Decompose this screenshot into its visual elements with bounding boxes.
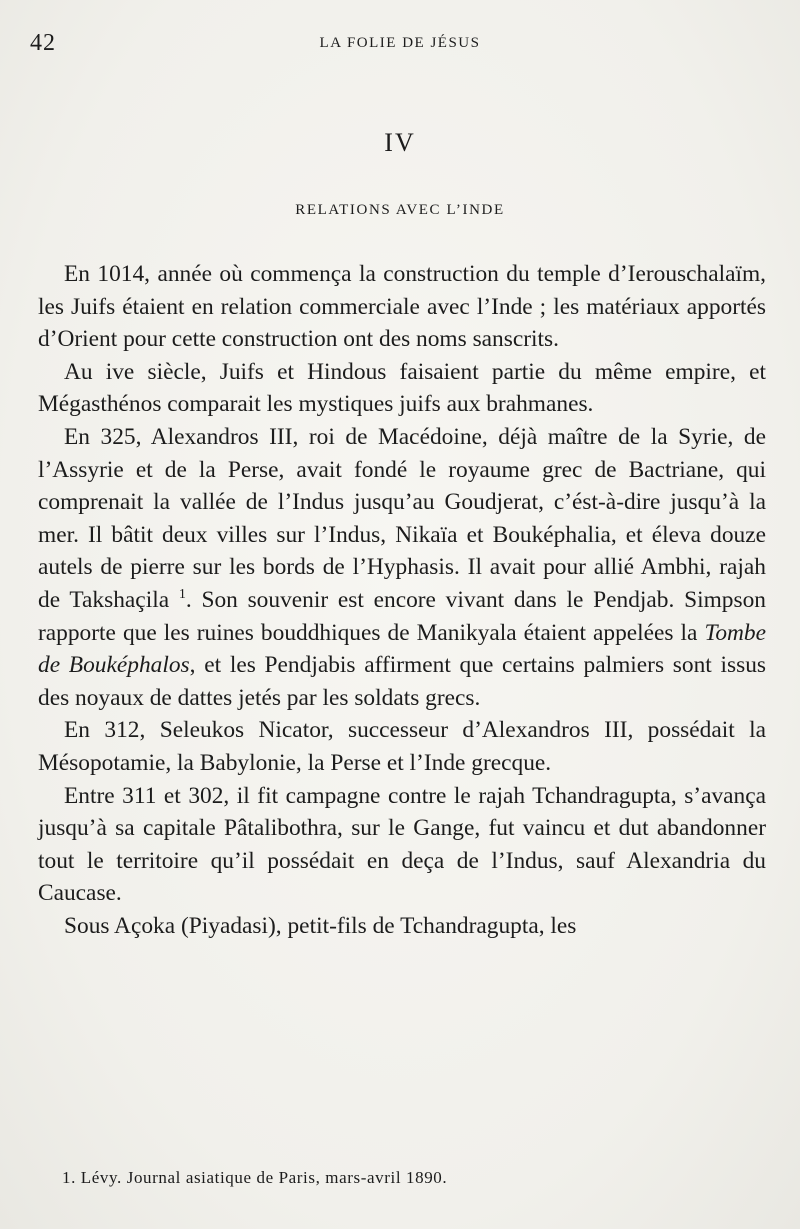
paragraph: Au ive siècle, Juifs et Hindous faisaient partie du même empire, et Mégasthénos comparait les mystiques juifs aux brahmanes. xyxy=(38,358,766,418)
paragraph: Sous Açoka (Piyadasi), petit-fils de Tchandragupta, les xyxy=(64,912,577,939)
paragraph xyxy=(38,421,766,714)
footnote: 1. Lévy. Journal asiatique de Paris, mars-avril 1890. xyxy=(62,1168,448,1187)
paragraph: En 1014, année où commença la construction du temple d’Ierouschalaïm, les Juifs étaient en relation commerciale avec l’Inde ; les matériaux apportés d’Orient pour cette construction ont des noms sanscrits. xyxy=(38,261,766,353)
paragraph: En 312, Seleukos Nicator, successeur d’Alexandros III, possédait la Mésopotamie, la Babylonie, la Perse et l’Inde grecque. xyxy=(38,717,766,776)
body-text xyxy=(38,258,766,942)
paragraph-text: . Son souvenir est encore vivant dans le Pendjab. Simpson rapporte que les ruines bouddhiques de Manikyala étaient appelées la xyxy=(38,586,766,646)
running-head: LA FOLIE DE JÉSUS xyxy=(319,35,481,51)
page-number: 42 xyxy=(30,30,56,56)
page-header xyxy=(30,30,770,60)
italic-title: Tombe de Bouképhalos xyxy=(38,619,766,679)
paragraph: Entre 311 et 302, il fit campagne contre le rajah Tchandragupta, s’avança jusqu’à sa capitale Pâtalibothra, sur le Gange, fut vaincu et dut abandonner tout le territoire qu’il possédait en deça de l’Indus, sauf Alexandria du Caucase. xyxy=(38,782,766,907)
footnote-reference: 1 xyxy=(178,586,186,603)
paragraph-text: En 325, Alexandros III, roi de Macédoine, déjà maître de la Syrie, de l’Assyrie et de la Perse, avait fondé le royaume grec de Bactriane, qui comprenait la vallée de l’Indus jusqu’au Goudjerat, c’ést-à-dire jusqu’à la mer. Il bâtit deux villes sur l’Indus, Nikaïa et Bouképhalia, et éleva douze autels de pierre sur les bords de l’Hyphasis. Il avait pour allié Ambhi, rajah de Takshaçila xyxy=(38,423,766,613)
chapter-number: IV xyxy=(384,128,416,157)
paragraph-text: , et les Pendjabis affirment que certains palmiers sont issus des noyaux de dattes jetés par les soldats grecs. xyxy=(38,652,767,711)
chapter-title: RELATIONS AVEC L’INDE xyxy=(295,202,505,218)
